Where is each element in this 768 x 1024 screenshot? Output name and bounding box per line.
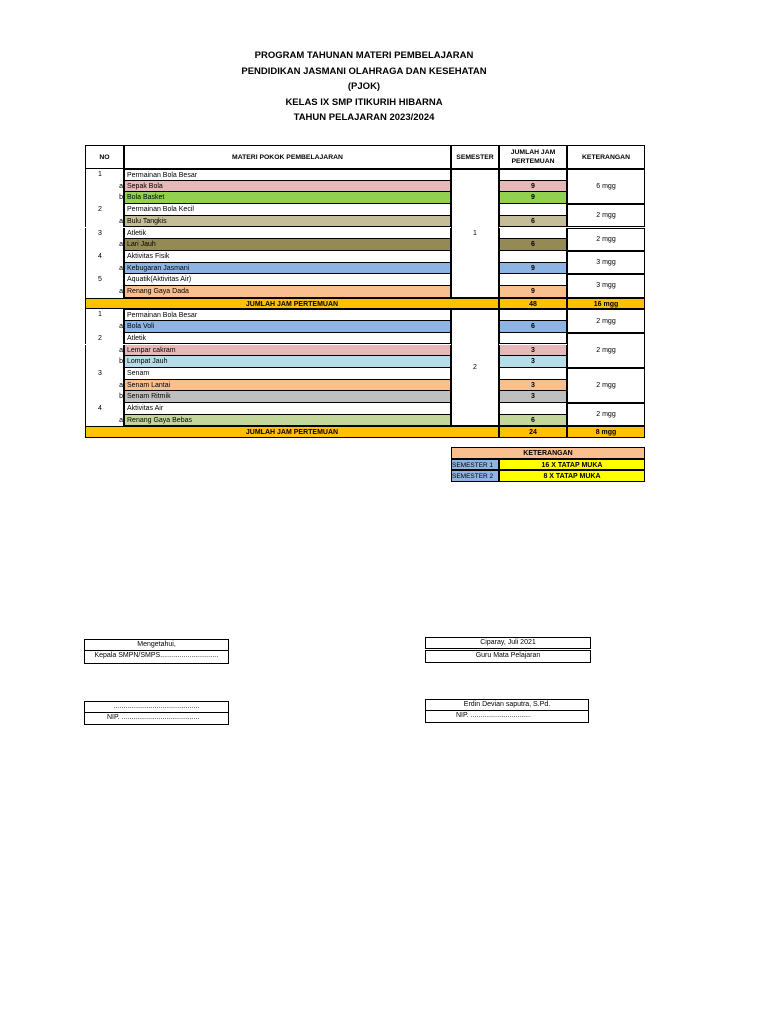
keterangan-cell: 2 mgg [567, 309, 645, 332]
header-semester: SEMESTER [451, 145, 499, 169]
title-line-2: PENDIDIKAN JASMANI OLAHRAGA DAN KESEHATAN [241, 65, 487, 77]
row-sub-letter [115, 333, 124, 345]
table-row: Renang Gaya Bebas [124, 415, 451, 427]
row-number [85, 181, 115, 193]
legend-value: 16 X TATAP MUKA [499, 459, 645, 471]
row-number: 3 [98, 369, 102, 377]
row-number [85, 192, 115, 204]
row-number [85, 216, 115, 228]
keterangan-cell: 6 mgg [567, 169, 645, 204]
row-number: 1 [98, 171, 102, 178]
table-row: Bola Basket [124, 192, 451, 204]
row-number: 2 [98, 334, 102, 342]
row-sub-letter: a [119, 182, 123, 190]
row-number [85, 286, 115, 298]
row-sub-letter: b [119, 358, 123, 366]
table-row: Renang Gaya Dada [124, 286, 451, 298]
table-row: Sepak Bola [124, 181, 451, 193]
sig-left-nip: NIP. ........................................ [84, 713, 229, 725]
sig-right-line2: Guru Mata Pelajaran [425, 650, 591, 663]
table-row: Permainan Bola Besar [124, 309, 451, 321]
jam-value [499, 169, 567, 181]
table-row: Permainan Bola Kecil [124, 204, 451, 216]
table-row: Permainan Bola Besar [124, 169, 451, 181]
title-line-4: KELAS IX SMP ITIKURIH HIBARNA [285, 96, 443, 108]
total-label: JUMLAH JAM PERTEMUAN [85, 298, 499, 310]
row-number [85, 239, 115, 251]
jam-value [499, 333, 567, 345]
jam-value: 6 [499, 321, 567, 333]
sig-left-name: ............................................ [84, 701, 229, 713]
row-number: 2 [98, 206, 102, 214]
jam-value: 9 [499, 192, 567, 204]
jam-value: 9 [499, 181, 567, 193]
title-line-3: (PJOK) [347, 81, 381, 92]
row-sub-letter: a [119, 416, 123, 424]
row-sub-letter [115, 368, 124, 380]
jam-value: 6 [499, 216, 567, 228]
row-number [85, 415, 115, 427]
total-keterangan: 8 mgg [567, 426, 645, 438]
table-row: Lari Jauh [124, 239, 451, 251]
row-number: 3 [98, 229, 102, 237]
legend-header: KETERANGAN [451, 447, 645, 459]
row-number [85, 263, 115, 275]
table-row: Senam Ritmik [124, 391, 451, 403]
total-keterangan: 16 mgg [567, 298, 645, 310]
legend-semester-label: SEMESTER 1 [451, 459, 499, 471]
jam-value: 9 [499, 286, 567, 298]
sig-right-nip: NIP. ............................... [425, 711, 589, 723]
table-row: Bola Voli [124, 321, 451, 333]
keterangan-cell: 2 mgg [567, 403, 645, 426]
row-sub-letter: a [119, 381, 123, 389]
row-sub-letter [115, 204, 124, 216]
semester-number: 2 [451, 309, 499, 426]
keterangan-cell: 2 mgg [567, 333, 645, 368]
table-row: Aktivitas Air [124, 403, 451, 415]
row-sub-letter: a [119, 346, 123, 354]
header-jam: JUMLAH JAM PERTEMUAN [499, 145, 567, 169]
row-sub-letter: a [119, 217, 123, 225]
row-sub-letter: b [119, 393, 123, 401]
table-row: Bulu Tangkis [124, 216, 451, 228]
row-number [85, 391, 115, 403]
legend-semester-label: SEMESTER 2 [451, 470, 499, 482]
title-line-5: TAHUN PELAJARAN 2023/2024 [293, 112, 435, 123]
row-sub-letter: a [119, 264, 123, 272]
sig-right-name: Erdin Devian saputra, S.Pd. [425, 699, 589, 711]
jam-value [499, 204, 567, 216]
table-row: Lempar cakram [124, 345, 451, 357]
sig-left-line1: Mengetahui, [84, 639, 229, 651]
jam-value [499, 274, 567, 286]
jam-value: 3 [499, 356, 567, 368]
semester-number: 1 [451, 169, 499, 298]
row-number [85, 380, 115, 392]
header-keterangan: KETERANGAN [567, 145, 645, 169]
jam-value [499, 228, 567, 240]
table-row: Kebugaran Jasmani [124, 263, 451, 275]
jam-value: 6 [499, 239, 567, 251]
row-sub-letter: b [119, 194, 123, 202]
row-sub-letter [115, 403, 124, 415]
row-sub-letter [115, 169, 124, 181]
jam-value [499, 309, 567, 321]
row-number: 5 [98, 276, 102, 284]
row-sub-letter: a [119, 241, 123, 249]
row-number [85, 321, 115, 333]
row-sub-letter: a [119, 288, 123, 295]
jam-value [499, 251, 567, 263]
table-row: Aktivitas Fisik [124, 251, 451, 263]
jam-value [499, 368, 567, 380]
jam-value: 3 [499, 345, 567, 357]
total-jam: 24 [499, 426, 567, 438]
jam-value: 9 [499, 263, 567, 275]
sig-left-line2: Kepala SMPN/SMPS.............................. [84, 651, 229, 664]
row-sub-letter [115, 251, 124, 263]
header-materi: MATERI POKOK PEMBELAJARAN [124, 145, 451, 169]
table-row: Atletik [124, 333, 451, 345]
header-no: NO [85, 145, 124, 169]
jam-value: 3 [499, 380, 567, 392]
table-row: Aquatik(Aktivitas Air) [124, 274, 451, 286]
row-number: 1 [98, 311, 102, 319]
row-number: 4 [98, 252, 102, 260]
row-sub-letter [115, 228, 124, 240]
keterangan-cell: 3 mgg [567, 251, 645, 274]
table-row: Senam Lantai [124, 380, 451, 392]
table-row: Lompat Jauh [124, 356, 451, 368]
keterangan-cell: 2 mgg [567, 204, 645, 227]
sig-right-line1: Ciparay, Juli 2021 [425, 637, 591, 649]
document-title [0, 48, 728, 126]
row-sub-letter [115, 274, 124, 286]
table-row: Senam [124, 368, 451, 380]
keterangan-cell: 3 mgg [567, 274, 645, 297]
row-sub-letter: a [119, 323, 123, 331]
total-label: JUMLAH JAM PERTEMUAN [85, 426, 499, 438]
jam-value [499, 403, 567, 415]
row-number: 4 [98, 405, 102, 412]
keterangan-cell: 2 mgg [567, 228, 645, 251]
jam-value: 3 [499, 391, 567, 403]
table-row: Atletik [124, 228, 451, 240]
keterangan-cell: 2 mgg [567, 368, 645, 403]
row-number [85, 345, 115, 357]
row-sub-letter [115, 309, 124, 321]
row-number [85, 356, 115, 368]
total-jam: 48 [499, 298, 567, 310]
title-line-1: PROGRAM TAHUNAN MATERI PEMBELAJARAN [254, 50, 474, 61]
legend-value: 8 X TATAP MUKA [499, 470, 645, 482]
jam-value: 6 [499, 415, 567, 427]
